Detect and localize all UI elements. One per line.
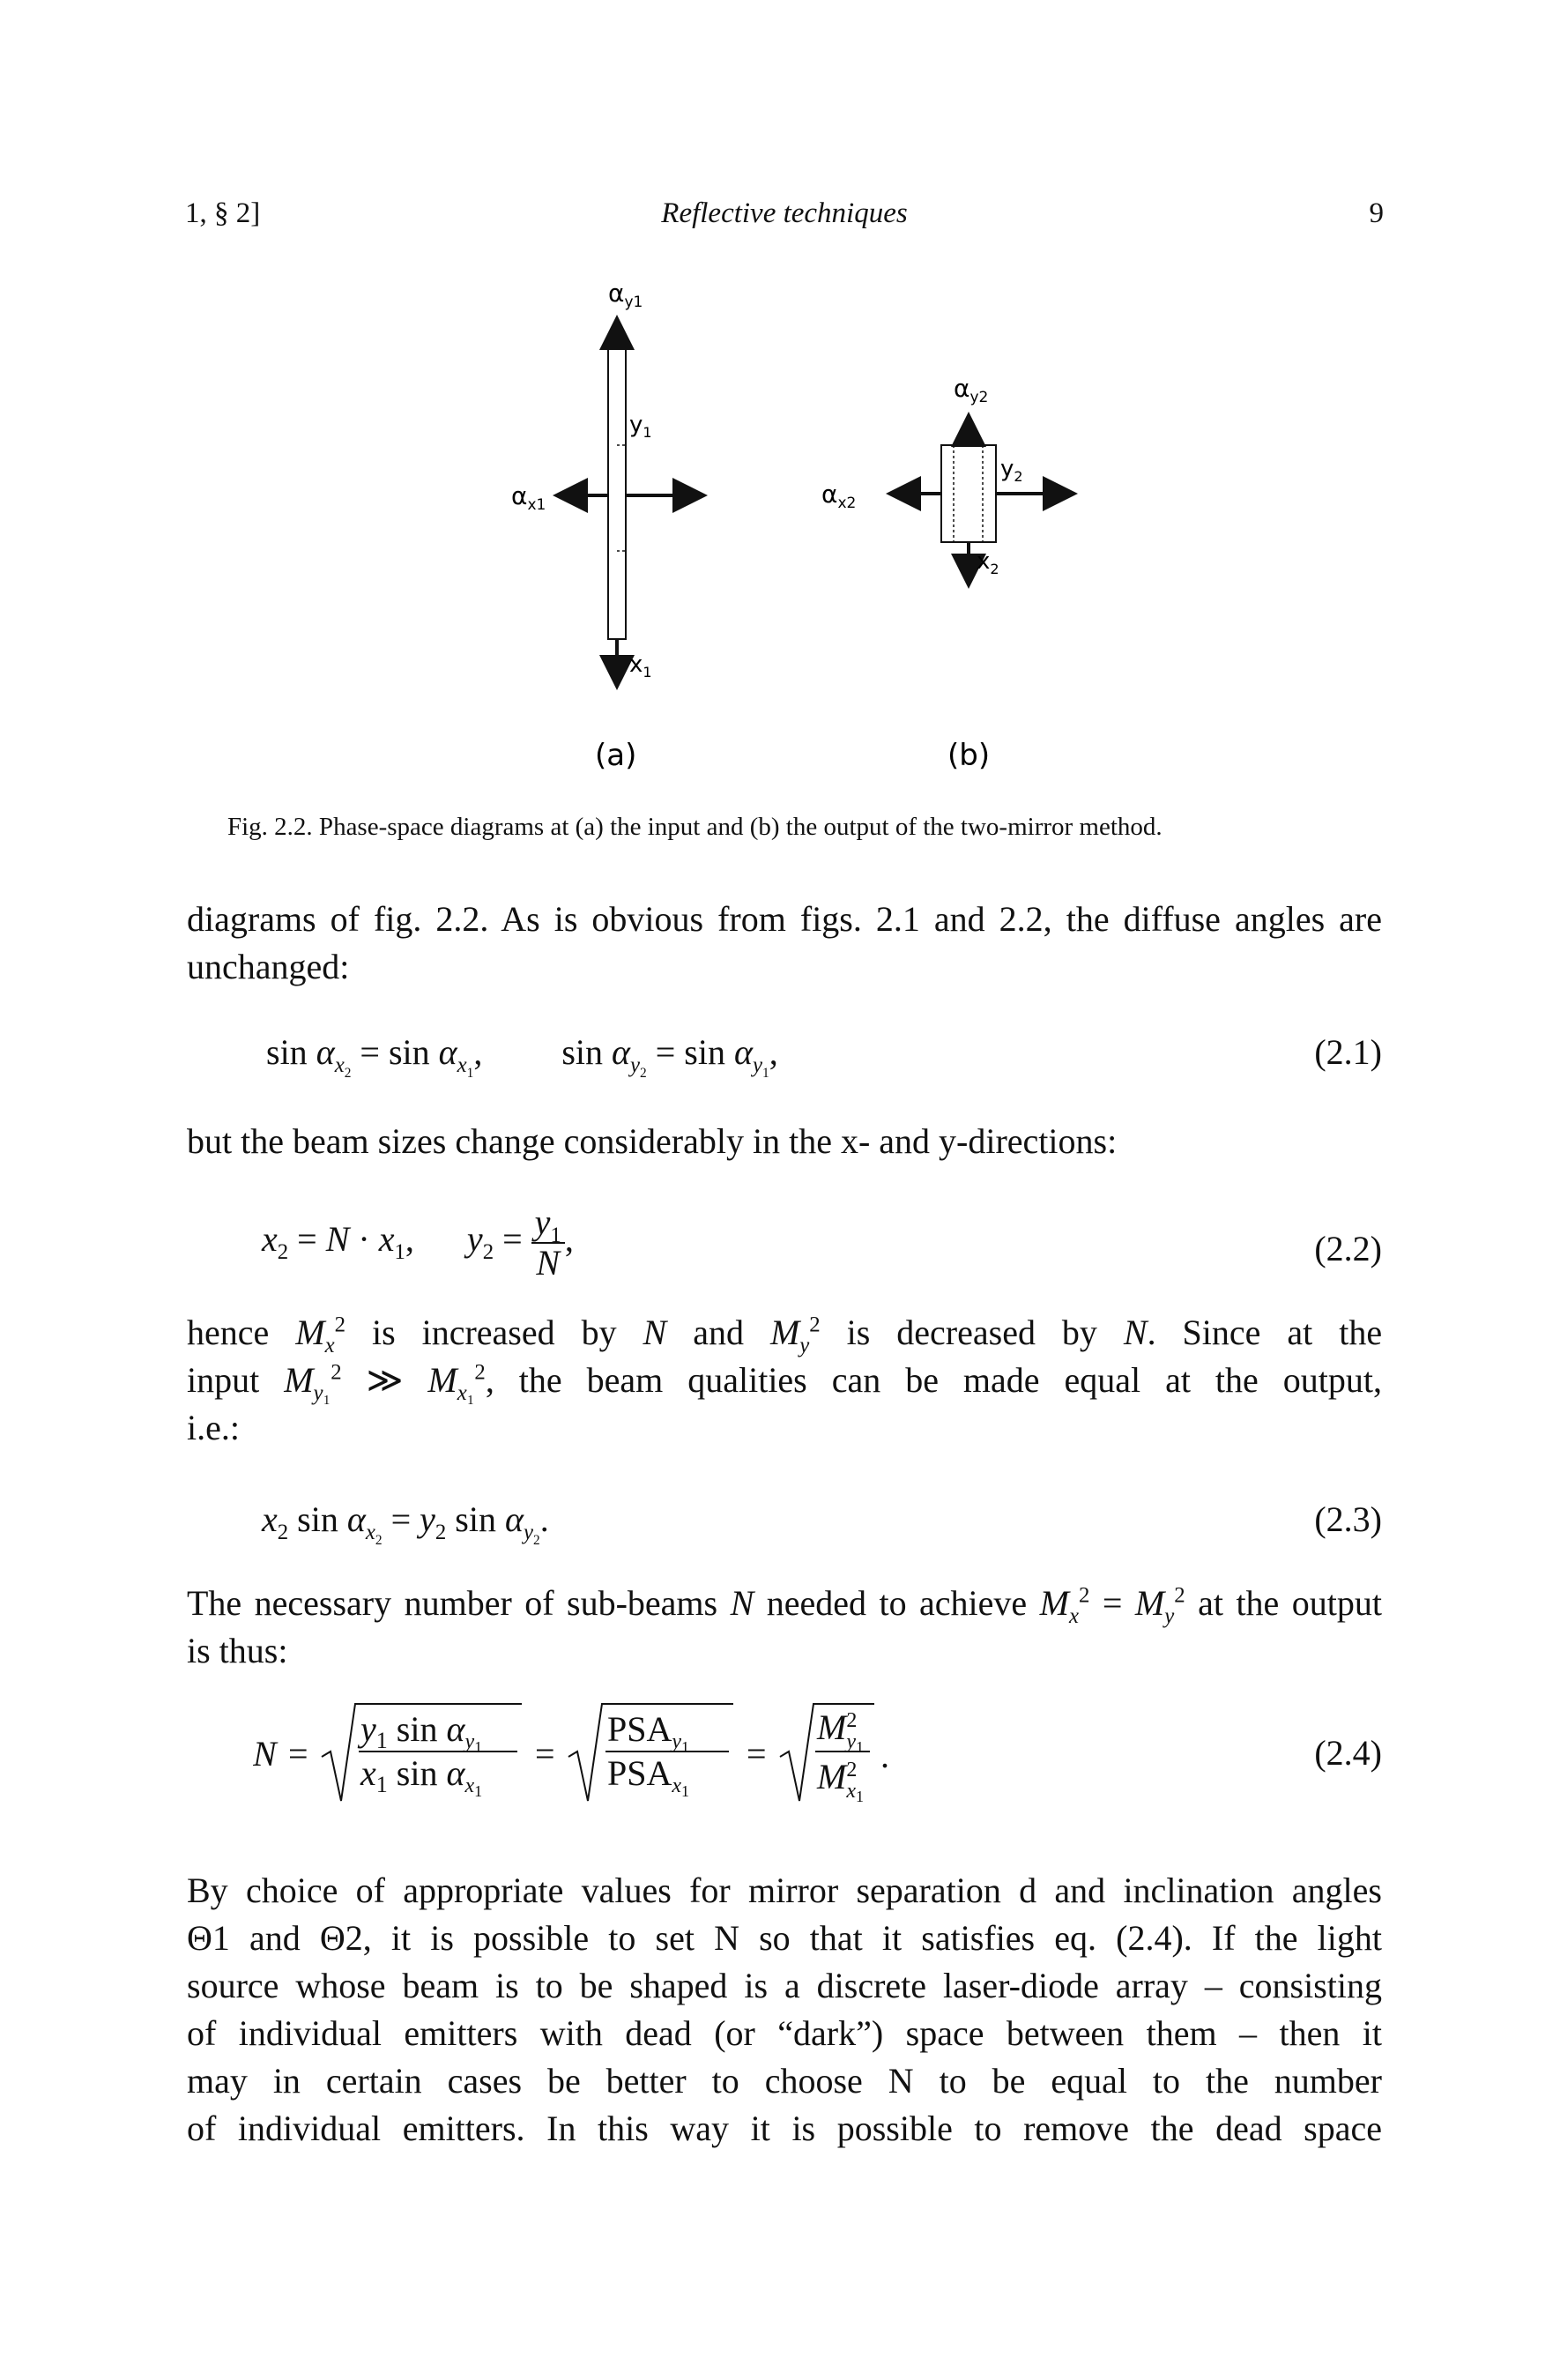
svg-text:x1 sin αx1: $x_1$ $\sin \alpha_x1$ [360, 1753, 483, 1800]
equation-2-4 [187, 1697, 1382, 1811]
eq-2-2-number: (2.2) [1314, 1229, 1382, 1268]
svg-text:M2y1: $M^2$ y1 [817, 1707, 864, 1756]
svg-text:=: = [535, 1734, 555, 1774]
svg-text:PSAx1: $PSA_x1$ [607, 1753, 690, 1800]
p4-line2: is thus: [187, 1631, 288, 1670]
p3-line1: hence $M_x^2$ is increased by N and $M_y^2$ is decreased by N. Since at the [187, 1313, 1383, 1357]
paragraph-5 [187, 1867, 1382, 2153]
eq-2-1-body: $\sin \alpha_{x_2} = \sin \alpha_{x_1}$, $\sin \alpha_{y_2} = \sin \alpha_{y_1}$, [266, 1032, 778, 1081]
p3-line2: input $M_{y_1}^2$ ≫ $M_{x_1}^2$, the beam qualities can be made equal at the output, [187, 1360, 1382, 1405]
diagram-b [821, 374, 1071, 582]
p5-line5: may in certain cases be better to choose N to be equal to the number [187, 2061, 1382, 2101]
figure-caption: Fig. 2.2. Phase-space diagrams at (a) the input and (b) the output of the two-mirror method. [227, 813, 1163, 841]
label-x1: $x_1$ [629, 651, 652, 681]
paragraph-4 [187, 1580, 1382, 1675]
label-alpha-x1: $\alpha_{x1}$ [511, 481, 546, 514]
p1-line2: unchanged: [187, 947, 350, 986]
phase-space-diagrams [0, 264, 1560, 793]
panel-label-b: (b) [947, 738, 991, 773]
eq-2-4-formula [253, 1697, 1046, 1811]
svg-text:.: . [880, 1736, 889, 1775]
paragraph-2: but the beam sizes change considerably in the x- and y-directions: [187, 1121, 1118, 1161]
p5-line1: By choice of appropriate values for mirror separation d and inclination angles [187, 1871, 1382, 1910]
header-page-number: 9 [1369, 197, 1384, 229]
p5-line3: source whose beam is to be shaped is a discrete laser-diode array – consisting [187, 1966, 1382, 2005]
p3-line3: i.e.: [187, 1408, 240, 1447]
running-header [185, 197, 1384, 242]
beam-rect-b [941, 445, 996, 542]
svg-text:M2x1: $M^2$ x1 [817, 1757, 864, 1805]
label-x2: $x_2$ [977, 548, 999, 577]
p4-line1: The necessary number of sub-beams N needed to achieve $M_x^2 = M_y^2$ at the output [187, 1583, 1383, 1628]
p1-line1: diagrams of fig. 2.2. As is obvious from figs. 2.1 and 2.2, the diffuse angles are [187, 899, 1382, 939]
eq-2-3-number: (2.3) [1314, 1499, 1382, 1539]
equation-2-1 [187, 1031, 1382, 1084]
eq-2-4-number: (2.4) [1314, 1733, 1382, 1773]
p5-line2: Θ1 and Θ2, it is possible to set N so that it satisfies eq. (2.4). If the light [187, 1918, 1382, 1958]
beam-rect-a [608, 348, 626, 639]
svg-text:y1 sin αy1: $y_1$ $\sin \alpha_y1$ [360, 1709, 483, 1756]
svg-text:=: = [288, 1734, 308, 1774]
svg-text:N: N [253, 1734, 277, 1774]
diagram-a [511, 279, 701, 683]
header-section: 1, § 2] [185, 197, 261, 229]
equation-2-2 [187, 1194, 1382, 1283]
header-running-title: Reflective techniques [661, 197, 908, 229]
p5-line6: of individual emitters. In this way it is possible to remove the dead space [187, 2109, 1382, 2148]
equation-2-3 [187, 1499, 1382, 1551]
paragraph-1 [187, 896, 1382, 991]
label-y2: $y_2$ [1000, 456, 1023, 485]
eq-2-2-body: $x_2 = N \cdot x_1$, $y_2$ = $\frac{y_1}{N}$ , [262, 1202, 574, 1283]
figure-phase-space [0, 264, 1560, 793]
label-alpha-y2: $\alpha_{y2}$ [954, 374, 989, 406]
paragraph-3 [187, 1309, 1382, 1452]
eq-2-3-body: $x_2$ $\sin \alpha_{x_2} = y_2$ $\sin \alpha_{y_2}$. [262, 1499, 549, 1548]
eq-2-1-number: (2.1) [1314, 1032, 1382, 1072]
panel-label-a: (a) [595, 738, 637, 773]
label-alpha-y1: $\alpha_{y1}$ [608, 279, 643, 311]
p5-line4: of individual emitters with dead (or “dark”) space between them – then it [187, 2013, 1382, 2053]
label-alpha-x2: $\alpha_{x2}$ [821, 480, 857, 512]
label-y1: $y_1$ [629, 412, 652, 441]
svg-text:=: = [747, 1734, 767, 1774]
svg-text:PSAy1: $PSA_y1$ [607, 1709, 690, 1756]
